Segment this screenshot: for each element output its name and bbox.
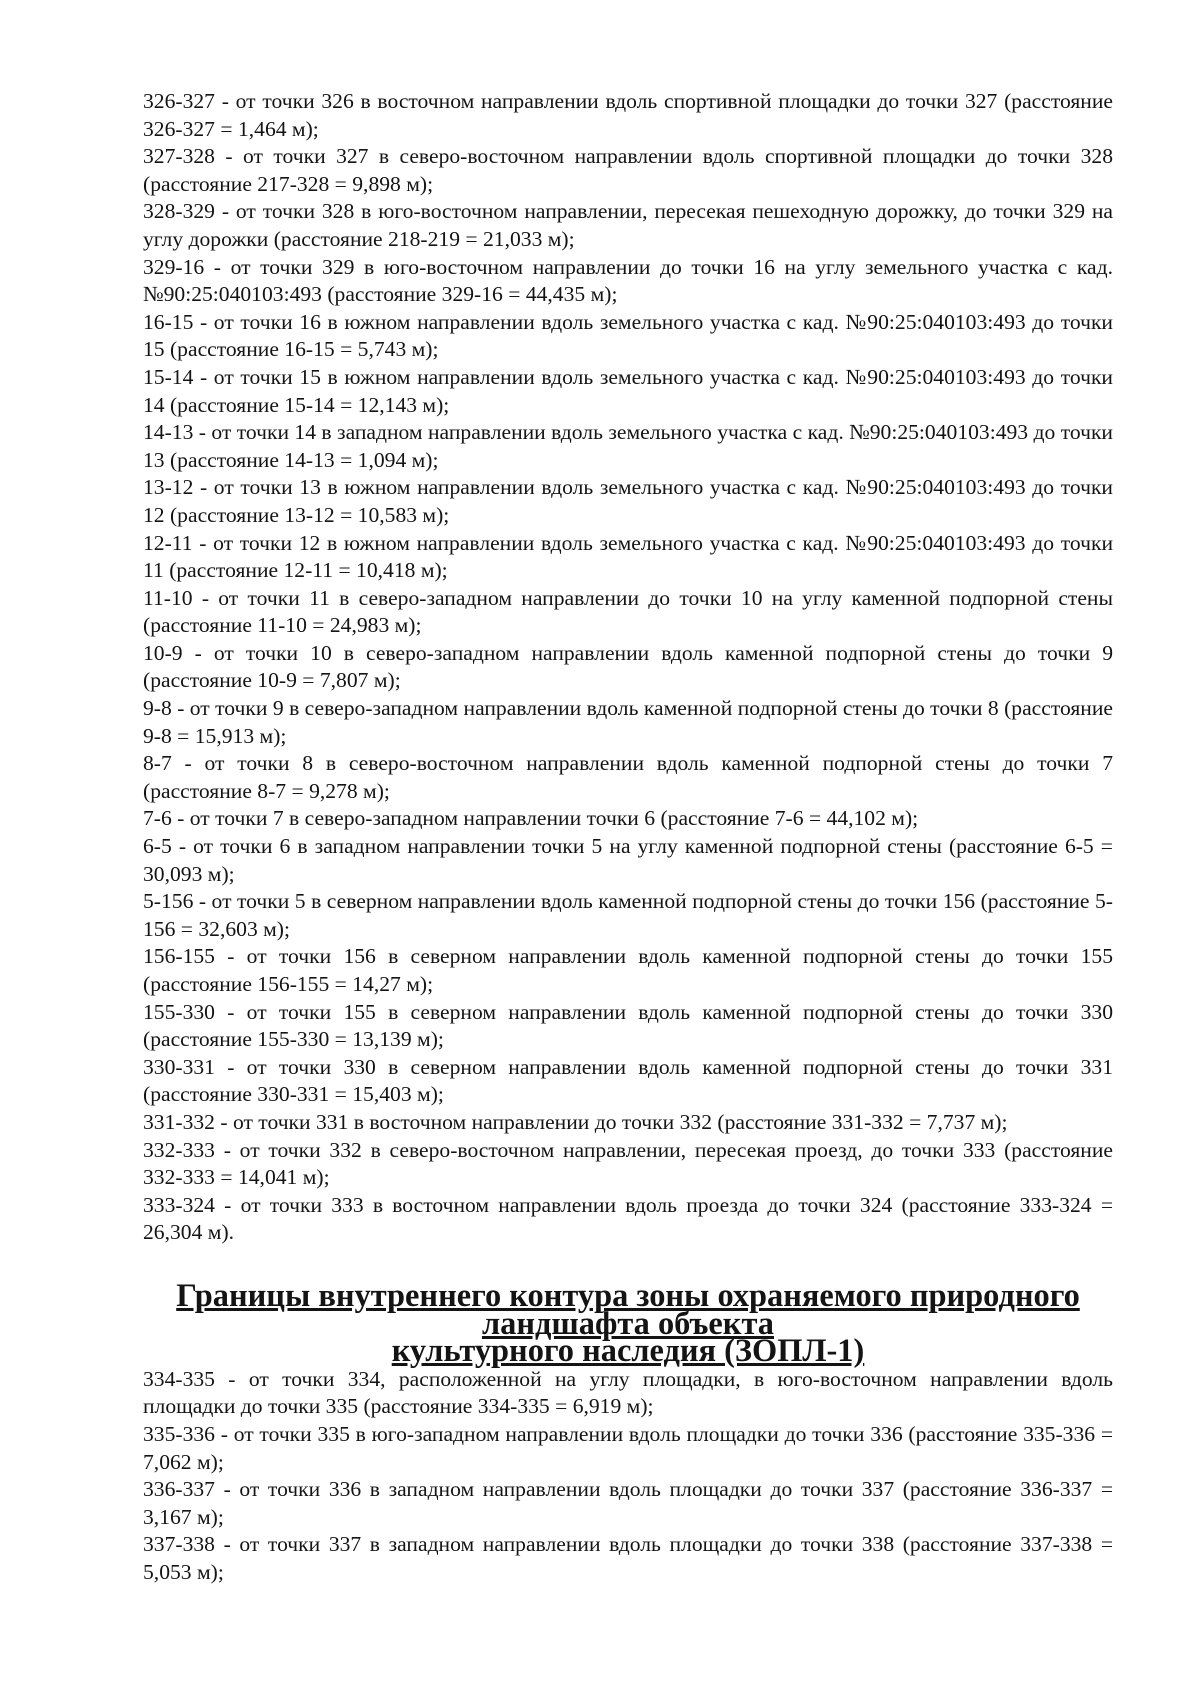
boundary-segment-335-336: 335-336 - от точки 335 в юго-западном направлении вдоль площадки до точки 336 (расстояние 335-336 = 7,062 м); — [143, 1421, 1113, 1474]
boundary-segment-333-324: 333-324 - от точки 333 в восточном направлении вдоль проезда до точки 324 (расстояние 333-324 = 26,304 м). — [143, 1192, 1113, 1245]
boundary-segment-332-333: 332-333 - от точки 332 в северо-восточном направлении, пересекая проезд, до точки 333 (расстояние 332-333 = 14,041 м); — [143, 1137, 1113, 1190]
boundary-segment-155-330: 155-330 - от точки 155 в северном направлении вдоль каменной подпорной стены до точки 330 (расстояние 155-330 = 13,139 м); — [143, 999, 1113, 1052]
boundary-segment-16-15: 16-15 - от точки 16 в южном направлении вдоль земельного участка с кад. №90:25:040103:493 до точки 15 (расстояние 16-15 = 5,743 м); — [143, 309, 1113, 362]
inner-contour-section — [143, 1366, 1113, 1587]
boundary-segment-8-7: 8-7 - от точки 8 в северо-восточном направлении вдоль каменной подпорной стены до точки 7 (расстояние 8-7 = 9,278 м); — [143, 751, 1113, 803]
boundary-segment-9-8: 9-8 - от точки 9 в северо-западном направлении вдоль каменной подпорной стены до точки 8 (расстояние 9-8 = 15,913 м); — [143, 696, 1113, 748]
inner-contour-heading-line-1: Границы внутреннего контура зоны охраняемого природного ландшафта объекта — [176, 1277, 1080, 1342]
inner-contour-heading-line-2: культурного наследия (ЗОПЛ-1) — [391, 1333, 865, 1370]
boundary-segment-326-327: 326-327 - от точки 326 в восточном направлении вдоль спортивной площадки до точки 327 (расстояние 326-327 = 1,464 м); — [143, 89, 1113, 141]
boundary-segment-5-156: 5-156 - от точки 5 в северном направлении вдоль каменной подпорной стены до точки 156 (расстояние 5-156 = 32,603 м); — [143, 889, 1113, 941]
boundary-segment-7-6: 7-6 - от точки 7 в северо-западном направлении точки 6 (расстояние 7-6 = 44,102 м); — [143, 806, 919, 831]
boundary-segment-13-12: 13-12 - от точки 13 в южном направлении вдоль земельного участка с кад. №90:25:040103:493 до точки 12 (расстояние 13-12 = 10,583 м); — [143, 475, 1113, 527]
boundary-segment-12-11: 12-11 - от точки 12 в южном направлении вдоль земельного участка с кад. №90:25:040103:493 до точки 11 (расстояние 12-11 = 10,418 м); — [143, 530, 1113, 583]
boundary-segment-336-337: 336-337 - от точки 336 в западном направлении вдоль площадки до точки 337 (расстояние 336-337 = 3,167 м); — [143, 1477, 1113, 1529]
boundary-segment-334-335: 334-335 - от точки 334, расположенной на углу площадки, в юго-восточном направлении вдоль площадки до точки 335 (расстояние 334-335 = 6,919 м); — [143, 1366, 1113, 1419]
boundary-segment-328-329: 328-329 - от точки 328 в юго-восточном направлении, пересекая пешеходную дорожку, до точки 329 на углу дорожки (расстояние 218-219 = 21,033 м); — [143, 199, 1113, 251]
boundary-segment-329-16: 329-16 - от точки 329 в юго-восточном направлении до точки 16 на углу земельного участка с кад. №90:25:040103:493 (расстояние 329-16 = 44,435 м); — [143, 254, 1113, 307]
boundary-segment-10-9: 10-9 - от точки 10 в северо-западном направлении вдоль каменной подпорной стены до точки 9 (расстояние 10-9 = 7,807 м); — [143, 640, 1113, 693]
boundary-segment-327-328: 327-328 - от точки 327 в северо-восточном направлении вдоль спортивной площадки до точки 328 (расстояние 217-328 = 9,898 м); — [143, 144, 1113, 196]
document-page — [143, 88, 1113, 1586]
boundary-segment-331-332: 331-332 - от точки 331 в восточном направлении до точки 332 (расстояние 331-332 = 7,737 м); — [143, 1109, 1008, 1134]
boundary-segment-330-331: 330-331 - от точки 330 в северном направлении вдоль каменной подпорной стены до точки 331 (расстояние 330-331 = 15,403 м); — [143, 1054, 1113, 1107]
outer-contour-section — [143, 88, 1113, 1247]
inner-contour-heading — [143, 1277, 1113, 1370]
boundary-segment-11-10: 11-10 - от точки 11 в северо-западном направлении до точки 10 на углу каменной подпорной стены (расстояние 11-10 = 24,983 м); — [143, 585, 1113, 638]
boundary-segment-6-5: 6-5 - от точки 6 в западном направлении точки 5 на углу каменной подпорной стены (расстояние 6-5 = 30,093 м); — [143, 834, 1113, 886]
boundary-segment-337-338: 337-338 - от точки 337 в западном направлении вдоль площадки до точки 338 (расстояние 337-338 = 5,053 м); — [143, 1532, 1113, 1584]
boundary-segment-15-14: 15-14 - от точки 15 в южном направлении вдоль земельного участка с кад. №90:25:040103:493 до точки 14 (расстояние 15-14 = 12,143 м); — [143, 364, 1113, 417]
boundary-segment-156-155: 156-155 - от точки 156 в северном направлении вдоль каменной подпорной стены до точки 155 (расстояние 156-155 = 14,27 м); — [143, 944, 1113, 996]
boundary-segment-14-13: 14-13 - от точки 14 в западном направлении вдоль земельного участка с кад. №90:25:040103:493 до точки 13 (расстояние 14-13 = 1,094 м); — [143, 420, 1113, 472]
